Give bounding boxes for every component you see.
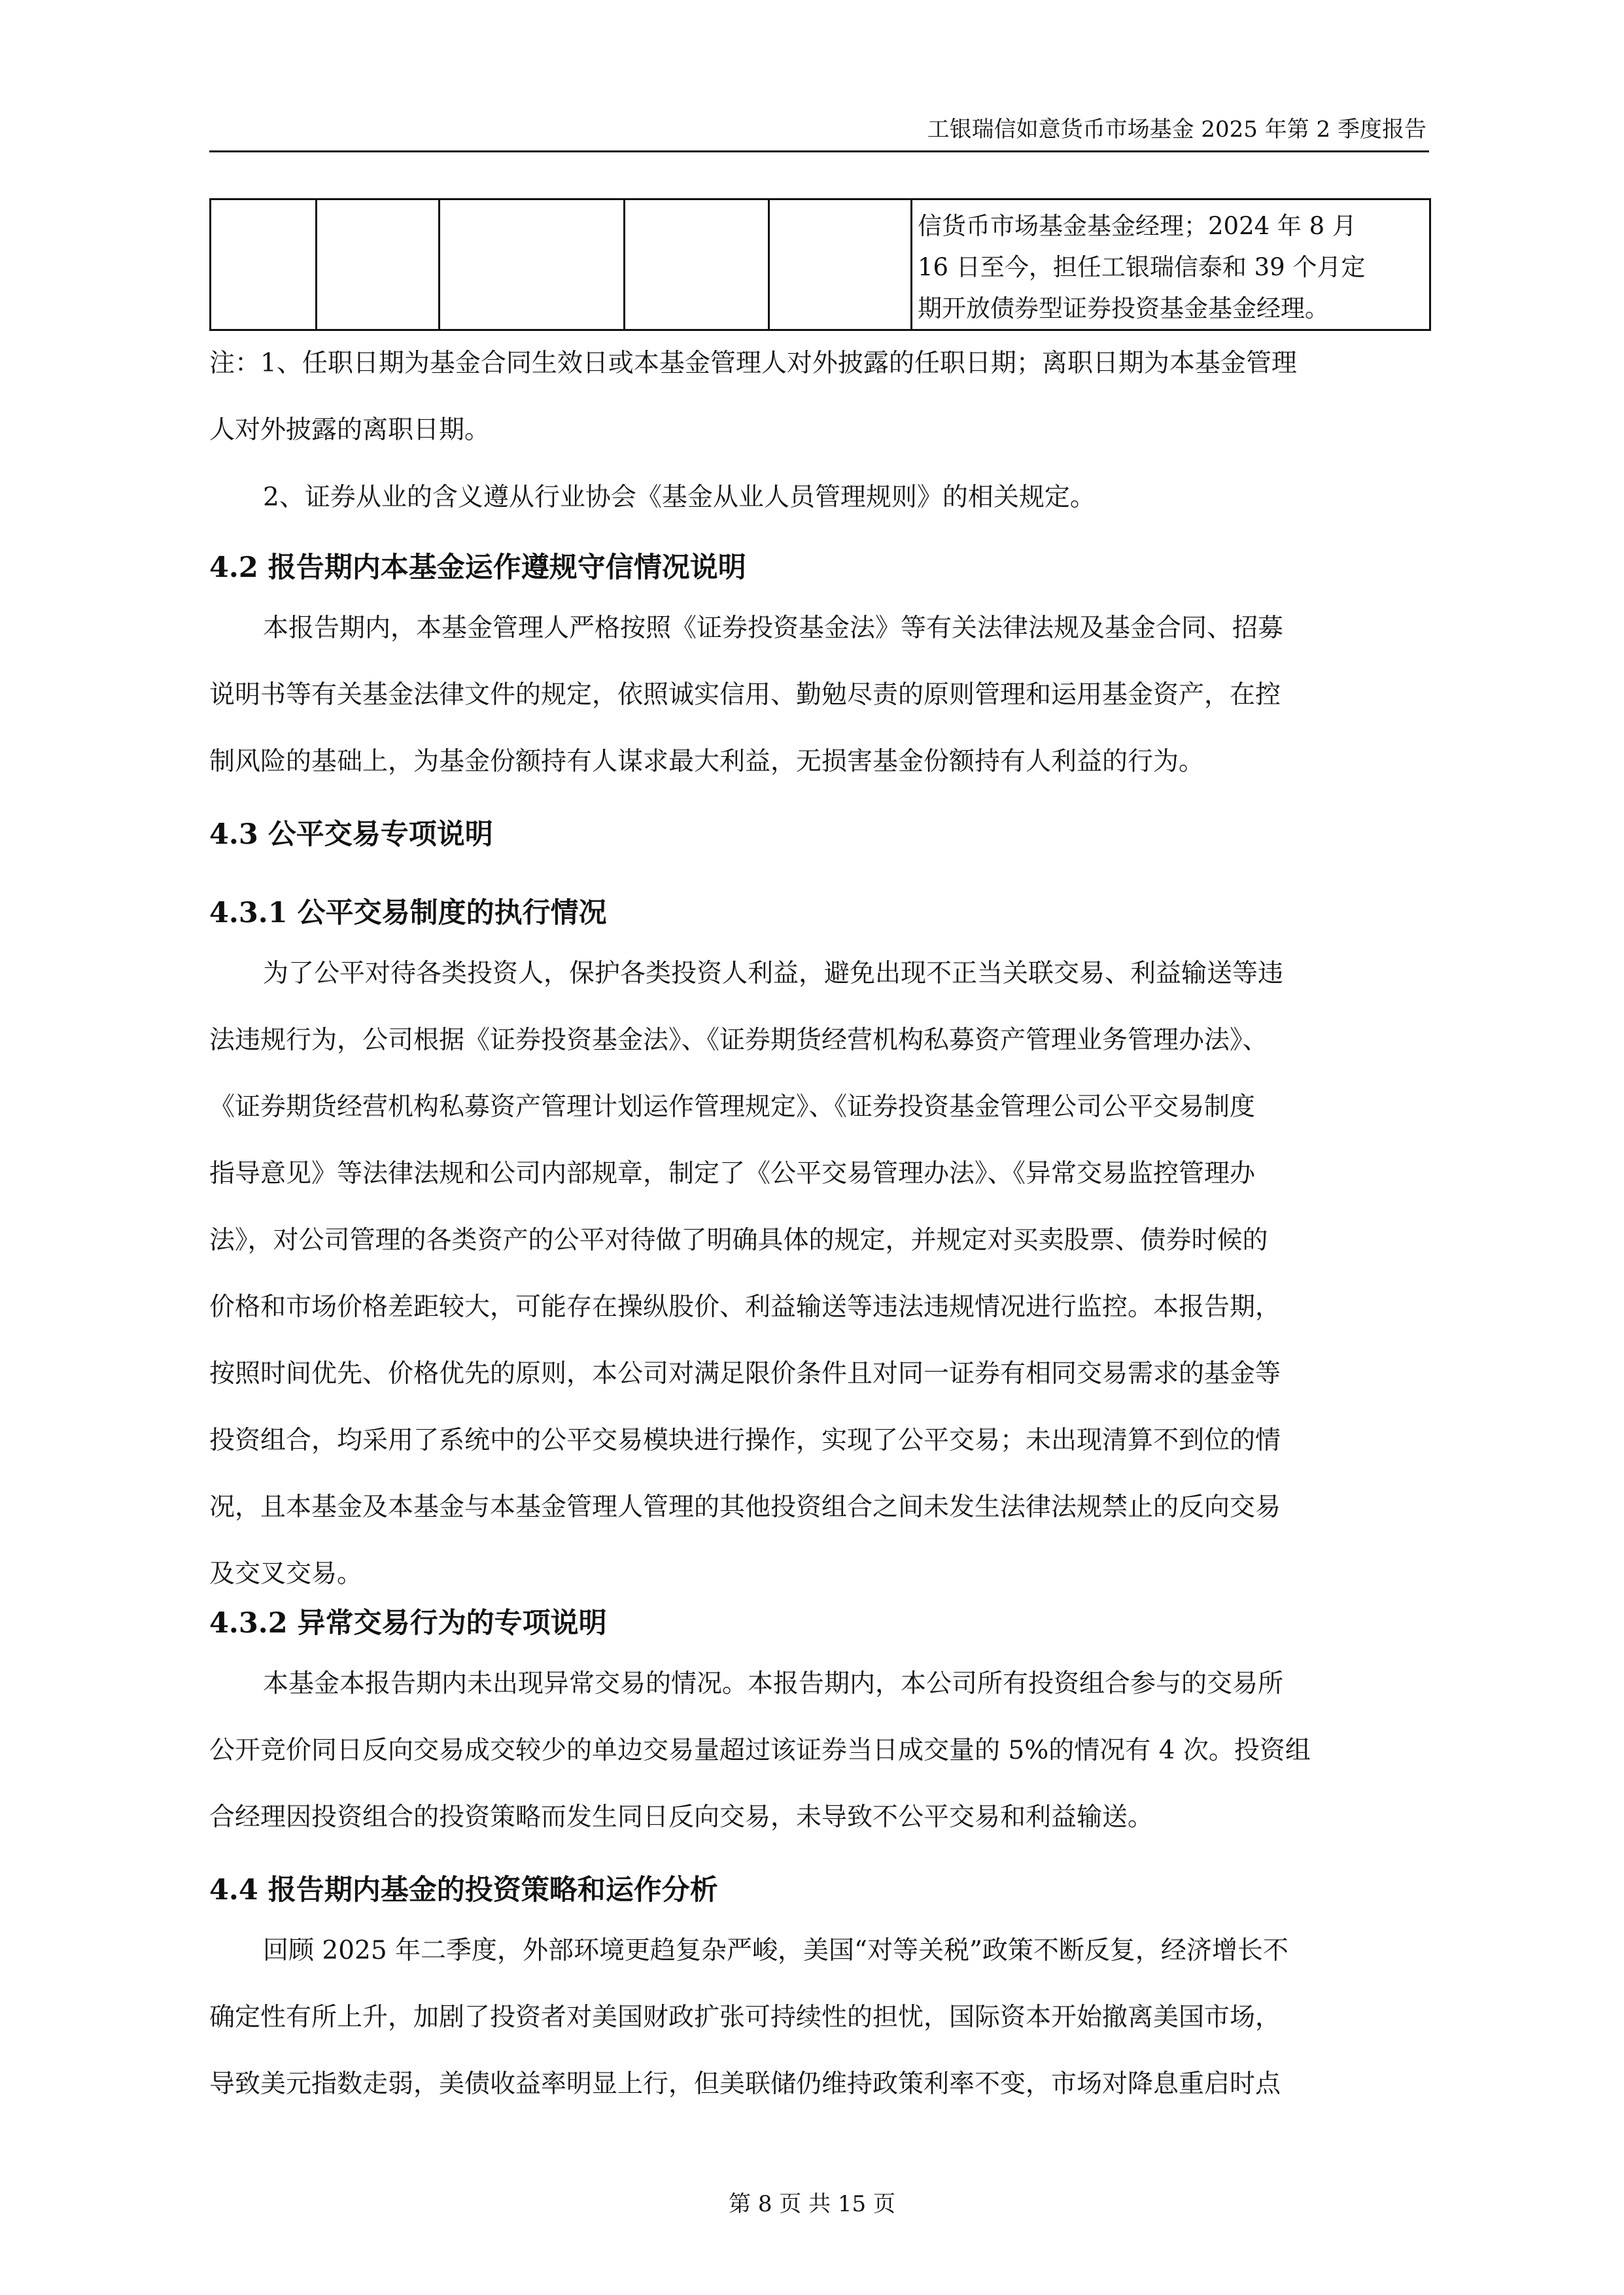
- paragraph-line: 按照时间优先、价格优先的原则，本公司对满足限价条件且对同一证券有相同交易需求的基金等: [209, 1359, 1281, 1389]
- table-cell-title: [317, 199, 440, 330]
- paragraph-line: 公开竞价同日反向交易成交较少的单边交易量超过该证券当日成交量的 5%的情况有 4 次。投资组: [209, 1736, 1311, 1765]
- heading-4-4: 4.4 报告期内基金的投资策略和运作分析: [209, 1874, 718, 1907]
- paragraph-line: 投资组合，均采用了系统中的公平交易模块进行操作，实现了公平交易；未出现清算不到位的情: [209, 1426, 1281, 1455]
- table-cell-end-date: [625, 199, 769, 330]
- table-cell-description: [912, 199, 1430, 330]
- table-row: [211, 199, 1430, 330]
- heading-4-3-2: 4.3.2 异常交易行为的专项说明: [209, 1607, 607, 1640]
- paragraph-line: 说明书等有关基金法律文件的规定，依照诚实信用、勤勉尽责的原则管理和运用基金资产，在控: [209, 680, 1281, 710]
- heading-4-3-1: 4.3.1 公平交易制度的执行情况: [209, 897, 607, 929]
- note-2: [209, 464, 1429, 531]
- table-text-line: 16 日至今，担任工银瑞信泰和 39 个月定: [918, 253, 1366, 281]
- paragraph-line: 确定性有所上升，加剧了投资者对美国财政扩张可持续性的担忧，国际资本开始撤离美国市场，: [209, 2003, 1281, 2032]
- paragraph-line: 为了公平对待各类投资人，保护各类投资人利益，避免出现不正当关联交易、利益输送等违: [263, 959, 1284, 988]
- page-number: 第 8 页 共 15 页: [729, 2191, 895, 2217]
- table-cell-years: [769, 199, 912, 330]
- heading-4-3: 4.3 公平交易专项说明: [209, 818, 493, 851]
- note-line: 注：1、任职日期为基金合同生效日或本基金管理人对外披露的任职日期；离职日期为本基金管理: [209, 349, 1297, 378]
- paragraph-line: 及交叉交易。: [209, 1559, 363, 1589]
- table-text-line: 期开放债券型证券投资基金基金经理。: [918, 294, 1329, 322]
- table-cell-start-date: [440, 199, 625, 330]
- paragraph-line: 指导意见》等法律法规和公司内部规章，制定了《公平交易管理办法》、《异常交易监控管理办: [209, 1159, 1256, 1188]
- paragraph-line: 价格和市场价格差距较大，可能存在操纵股价、利益输送等违法违规情况进行监控。本报告期，: [209, 1292, 1281, 1322]
- paragraph-line: 法违规行为，公司根据《证券投资基金法》、《证券期货经营机构私募资产管理业务管理办法》、: [209, 1026, 1268, 1055]
- paragraph-4-3-1: [209, 940, 1429, 1608]
- paragraph-line: 制风险的基础上，为基金份额持有人谋求最大利益，无损害基金份额持有人利益的行为。: [209, 747, 1205, 776]
- paragraph-line: 本报告期内，本基金管理人严格按照《证券投资基金法》等有关法律法规及基金合同、招募: [263, 613, 1284, 643]
- heading-4-2: 4.2 报告期内本基金运作遵规守信情况说明: [209, 551, 746, 584]
- paragraph-line: 回顾 2025 年二季度，外部环境更趋复杂严峻，美国“对等关税”政策不断反复，经济增长不: [263, 1936, 1288, 1965]
- paragraph-line: 导致美元指数走弱，美债收益率明显上行，但美联储仍维持政策利率不变，市场对降息重启时点: [209, 2069, 1281, 2099]
- manager-table-continuation: [209, 198, 1431, 331]
- table-cell-name: [211, 199, 317, 330]
- paragraph-line: 合经理因投资组合的投资策略而发生同日反向交易，未导致不公平交易和利益输送。: [209, 1803, 1154, 1832]
- note-line: 2、证券从业的含义遵从行业协会《基金从业人员管理规则》的相关规定。: [263, 483, 1096, 512]
- paragraph-4-3-2: [209, 1651, 1429, 1851]
- paragraph-line: 况，且本基金及本基金与本基金管理人管理的其他投资组合之间未发生法律法规禁止的反向交易: [209, 1493, 1281, 1522]
- note-1: [209, 330, 1429, 464]
- table-text-line: 信货币市场基金基金经理；2024 年 8 月: [918, 212, 1356, 240]
- page-footer: [0, 2190, 1624, 2218]
- paragraph-line: 本基金本报告期内未出现异常交易的情况。本报告期内，本公司所有投资组合参与的交易所: [263, 1669, 1284, 1699]
- paragraph-line: 法》，对公司管理的各类资产的公平对待做了明确具体的规定，并规定对买卖股票、债券时候的: [209, 1226, 1268, 1255]
- paragraph-4-2: [209, 595, 1429, 795]
- note-line: 人对外披露的离职日期。: [209, 415, 491, 445]
- page-header: [209, 112, 1429, 152]
- report-title: 工银瑞信如意货币市场基金 2025 年第 2 季度报告: [927, 116, 1426, 143]
- paragraph-line: 《证券期货经营机构私募资产管理计划运作管理规定》、《证券投资基金管理公司公平交易制度: [209, 1092, 1256, 1122]
- paragraph-4-4: [209, 1918, 1429, 2118]
